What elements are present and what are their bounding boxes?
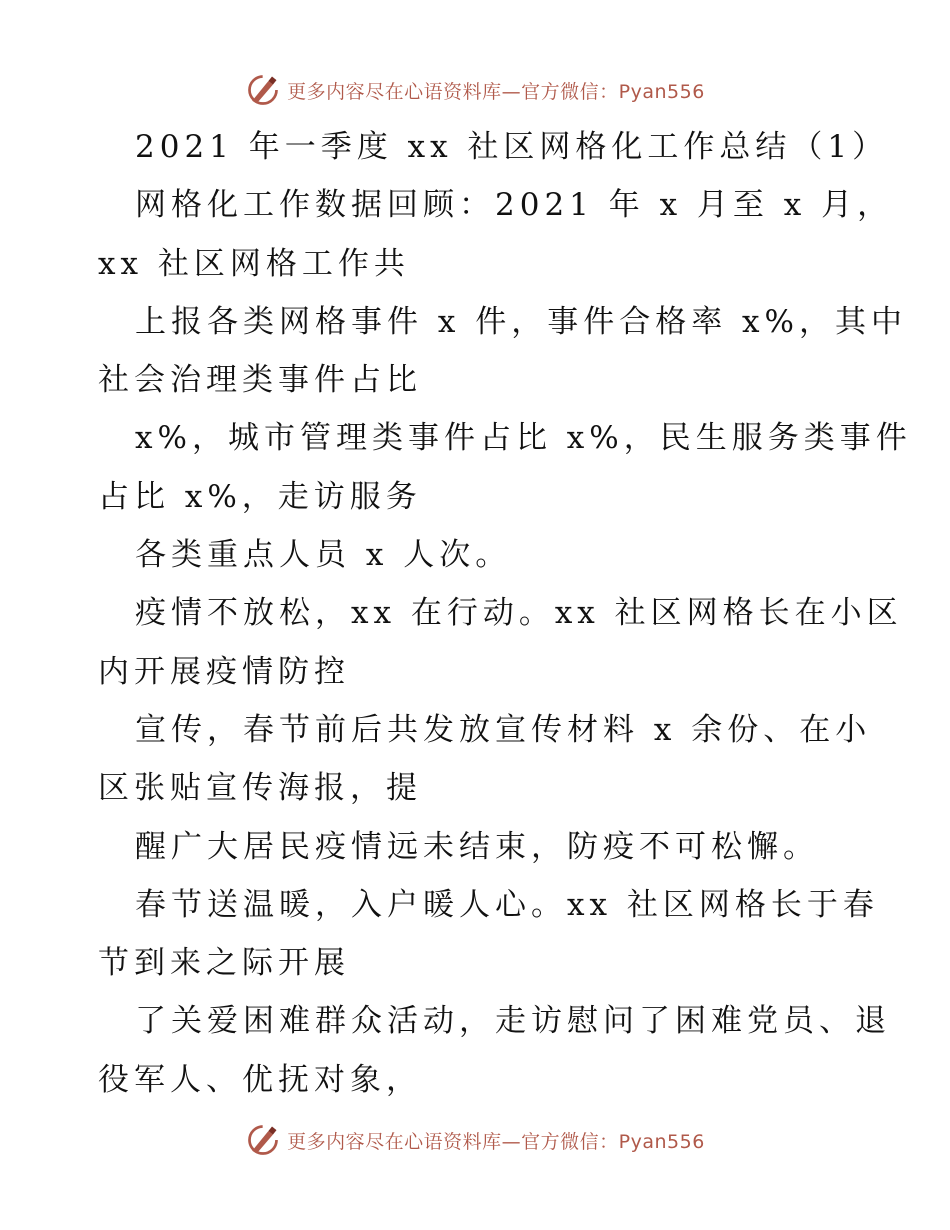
text-line: 春节送温暖，入户暖人心。xx 社区网格长于春 [135,886,879,923]
watermark-banner-bottom [0,1120,950,1160]
text-line: 2021 年一季度 xx 社区网格化工作总结（1） [135,129,889,165]
text-line: 占比 x%，走访服务 [98,478,422,515]
pen-logo-icon [245,1122,281,1158]
text-line: 上报各类网格事件 x 件，事件合格率 x%，其中 [135,303,907,340]
text-line: 了关爱困难群众活动，走访慰问了困难党员、退 [135,1003,891,1040]
text-line: 网格化工作数据回顾：2021 年 x 月至 x 月， [135,187,894,224]
text-line: 醒广大居民疫情远未结束，防疫不可松懈。 [135,828,819,865]
watermark-text: 更多内容尽在心语资料库—官方微信：Pyan556 [287,80,705,103]
text-line: 区张贴宣传海报，提 [98,770,422,807]
text-line: 宣传，春节前后共发放宣传材料 x 余份、在小 [135,711,872,748]
text-line: xx 社区网格工作共 [98,245,410,282]
text-line: 社会治理类事件占比 [98,362,422,399]
text-line: 各类重点人员 x 人次。 [135,537,512,574]
text-line: 役军人、优抚对象， [98,1061,422,1098]
watermark-text: 更多内容尽在心语资料库—官方微信：Pyan556 [287,1130,705,1153]
watermark-banner-top [0,70,950,110]
text-line: 节到来之际开展 [98,945,350,982]
text-line: 内开展疫情防控 [98,653,350,690]
text-line: 疫情不放松，xx 在行动。xx 社区网格长在小区 [135,595,903,632]
pen-logo-icon [245,72,281,108]
document-body [98,118,912,1109]
text-line: x%，城市管理类事件占比 x%，民生服务类事件 [135,420,912,457]
